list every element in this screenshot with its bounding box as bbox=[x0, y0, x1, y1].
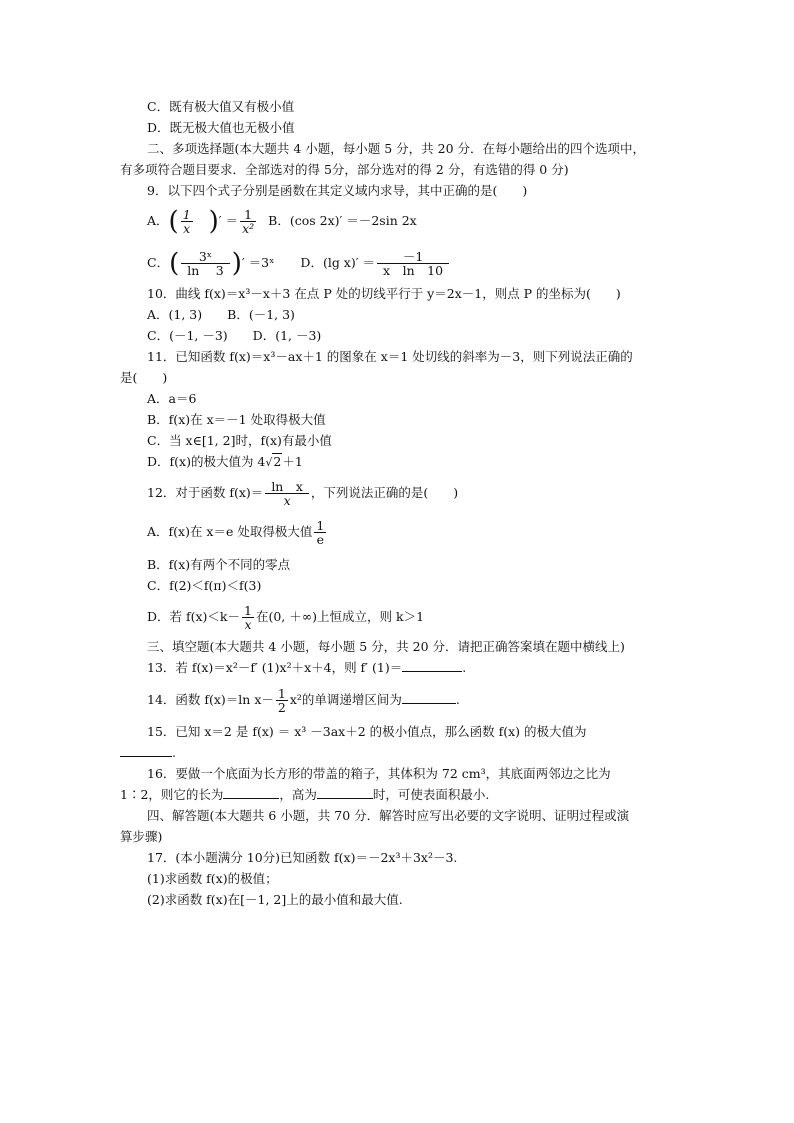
q11-option-a: A．a＝6 bbox=[147, 391, 197, 406]
q9-c-fraction: $\frac{\text{3ˣ}}{\ln 3}$ bbox=[181, 250, 229, 277]
q12-fraction: $\frac{\text{ln x}}{x}$ bbox=[265, 480, 309, 507]
q12-a-fraction: $\frac{1}{e}$ bbox=[316, 518, 325, 547]
q9-a-label: A． bbox=[147, 213, 169, 228]
q10-options-ab: A．(1, 3) B．(－1, 3) bbox=[147, 307, 295, 322]
question-15: 15．已知 x＝2 是 f(x) ＝ x³ －3ax＋2 的极小值点，那么函数 f(x) 的极大值为 bbox=[147, 724, 587, 739]
q9-a-tail: ′ ＝ bbox=[218, 213, 239, 228]
q12-option-b: B．f(x)有两个不同的零点 bbox=[147, 557, 291, 572]
question-16: 16．要做一个底面为长方形的带盖的箱子，其体积为 72 cm³，其底面两邻边之比为 bbox=[147, 766, 611, 781]
q8-option-c: C．既有极大值又有极小值 bbox=[147, 99, 295, 114]
q11-option-b: B．f(x)在 x＝－1 处取得极大值 bbox=[147, 412, 326, 427]
question-9: 9．以下四个式子分别是函数在其定义域内求导，其中正确的是( ) bbox=[147, 183, 528, 198]
q9-a-result: $\frac{1}{\text{x²}}$ bbox=[242, 207, 255, 236]
q8-option-d: D．既无极大值也无极小值 bbox=[147, 120, 295, 135]
q11-option-d: D．f(x)的极大值为 4√2＋1 bbox=[147, 454, 303, 469]
q9-option-b: B．(cos 2x)′ ＝－2sin 2x bbox=[268, 213, 417, 228]
q12-option-d: D．若 f(x)＜k－ $\frac{1}{x}$ 在(0, ＋∞)上恒成立，则 k＞1 bbox=[147, 603, 425, 632]
answer-blank-length[interactable] bbox=[223, 787, 279, 799]
section-3-heading: 三、填空题(本大题共 4 小题，每小题 5 分，共 20 分．请把正确答案填在题中横线上) bbox=[147, 639, 625, 654]
right-paren: ) bbox=[231, 248, 242, 279]
question-10: 10．曲线 f(x)＝x³－x＋3 在点 P 处的切线平行于 y＝2x－1，则点 P 的坐标为( ) bbox=[147, 286, 621, 301]
question-11-cont: 是( ) bbox=[120, 370, 168, 385]
question-14: 14．函数 f(x)＝ln x－ $\frac{1}{2}$ x²的单调递增区间为 . bbox=[147, 686, 460, 715]
left-paren: ( bbox=[168, 206, 179, 237]
question-12: 12．对于函数 f(x)＝ $\frac{\text{ln x}}{x}$ ，下列说法正确的是( ) bbox=[147, 479, 459, 508]
answer-blank[interactable] bbox=[120, 745, 172, 757]
q9-options-ab bbox=[147, 204, 417, 239]
q9-options-cd bbox=[147, 246, 451, 281]
q9-c-label: C． bbox=[147, 255, 170, 270]
q17-part-1: (1)求函数 f(x)的极值； bbox=[147, 871, 278, 886]
answer-blank[interactable] bbox=[402, 692, 456, 704]
left-paren: ( bbox=[169, 248, 180, 279]
q9-c-tail: ′ ＝3ˣ bbox=[241, 255, 275, 270]
section-4-heading-cont: 算步骤) bbox=[120, 829, 163, 844]
q9-d-fraction: $\frac{-1}{\text{x ln 10}}$ bbox=[377, 250, 449, 277]
question-15-cont: . bbox=[120, 744, 176, 762]
sqrt-radicand: 2 bbox=[273, 454, 282, 469]
answer-blank-height[interactable] bbox=[317, 787, 373, 799]
q11-option-c: C．当 x∈[1, 2]时，f(x)有最小值 bbox=[147, 433, 332, 448]
q12-d-fraction: $\frac{1}{x}$ bbox=[244, 603, 252, 632]
section-4-heading: 四、解答题(本大题共 6 小题，共 70 分．解答时应写出必要的文字说明、证明过程或演 bbox=[147, 808, 630, 823]
q9-a-fraction: $\frac{1}{x}$ bbox=[182, 207, 191, 236]
question-13: 13．若 f(x)＝x²－f′ (1)x²＋x＋4，则 f′ (1)＝ . bbox=[147, 660, 467, 675]
right-paren: ) bbox=[208, 206, 219, 237]
question-17: 17．(本小题满分 10分)已知函数 f(x)＝－2x³＋3x²－3. bbox=[147, 850, 458, 865]
question-11: 11．已知函数 f(x)＝x³－ax＋1 的图象在 x＝1 处切线的斜率为－3，则下列说法正确的 bbox=[147, 349, 633, 364]
q10-options-cd: C．(－1, －3) D．(1, －3) bbox=[147, 328, 322, 343]
section-2-heading: 二、多项选择题(本大题共 4 小题，每小题 5 分，共 20 分．在每小题给出的四个选项中， bbox=[147, 141, 646, 156]
section-2-heading-cont: 有多项符合题目要求．全部选对的得 5分，部分选对的得 2 分，有选错的得 0 分) bbox=[120, 162, 569, 177]
q12-option-c: C．f(2)＜f(π)＜f(3) bbox=[147, 578, 262, 593]
question-16-cont: 1∶2，则它的长为 ，高为 时，可使表面积最小. bbox=[120, 787, 490, 802]
q9-d-label: D．(lg x)′ ＝ bbox=[300, 255, 376, 270]
q12-option-a: A．f(x)在 x＝e 处取得极大值 $\frac{1}{e}$ bbox=[147, 518, 325, 547]
q14-fraction: $\frac{1}{2}$ bbox=[277, 686, 286, 715]
answer-blank[interactable] bbox=[402, 660, 462, 672]
q17-part-2: (2)求函数 f(x)在[－1, 2]上的最小值和最大值. bbox=[147, 892, 403, 907]
